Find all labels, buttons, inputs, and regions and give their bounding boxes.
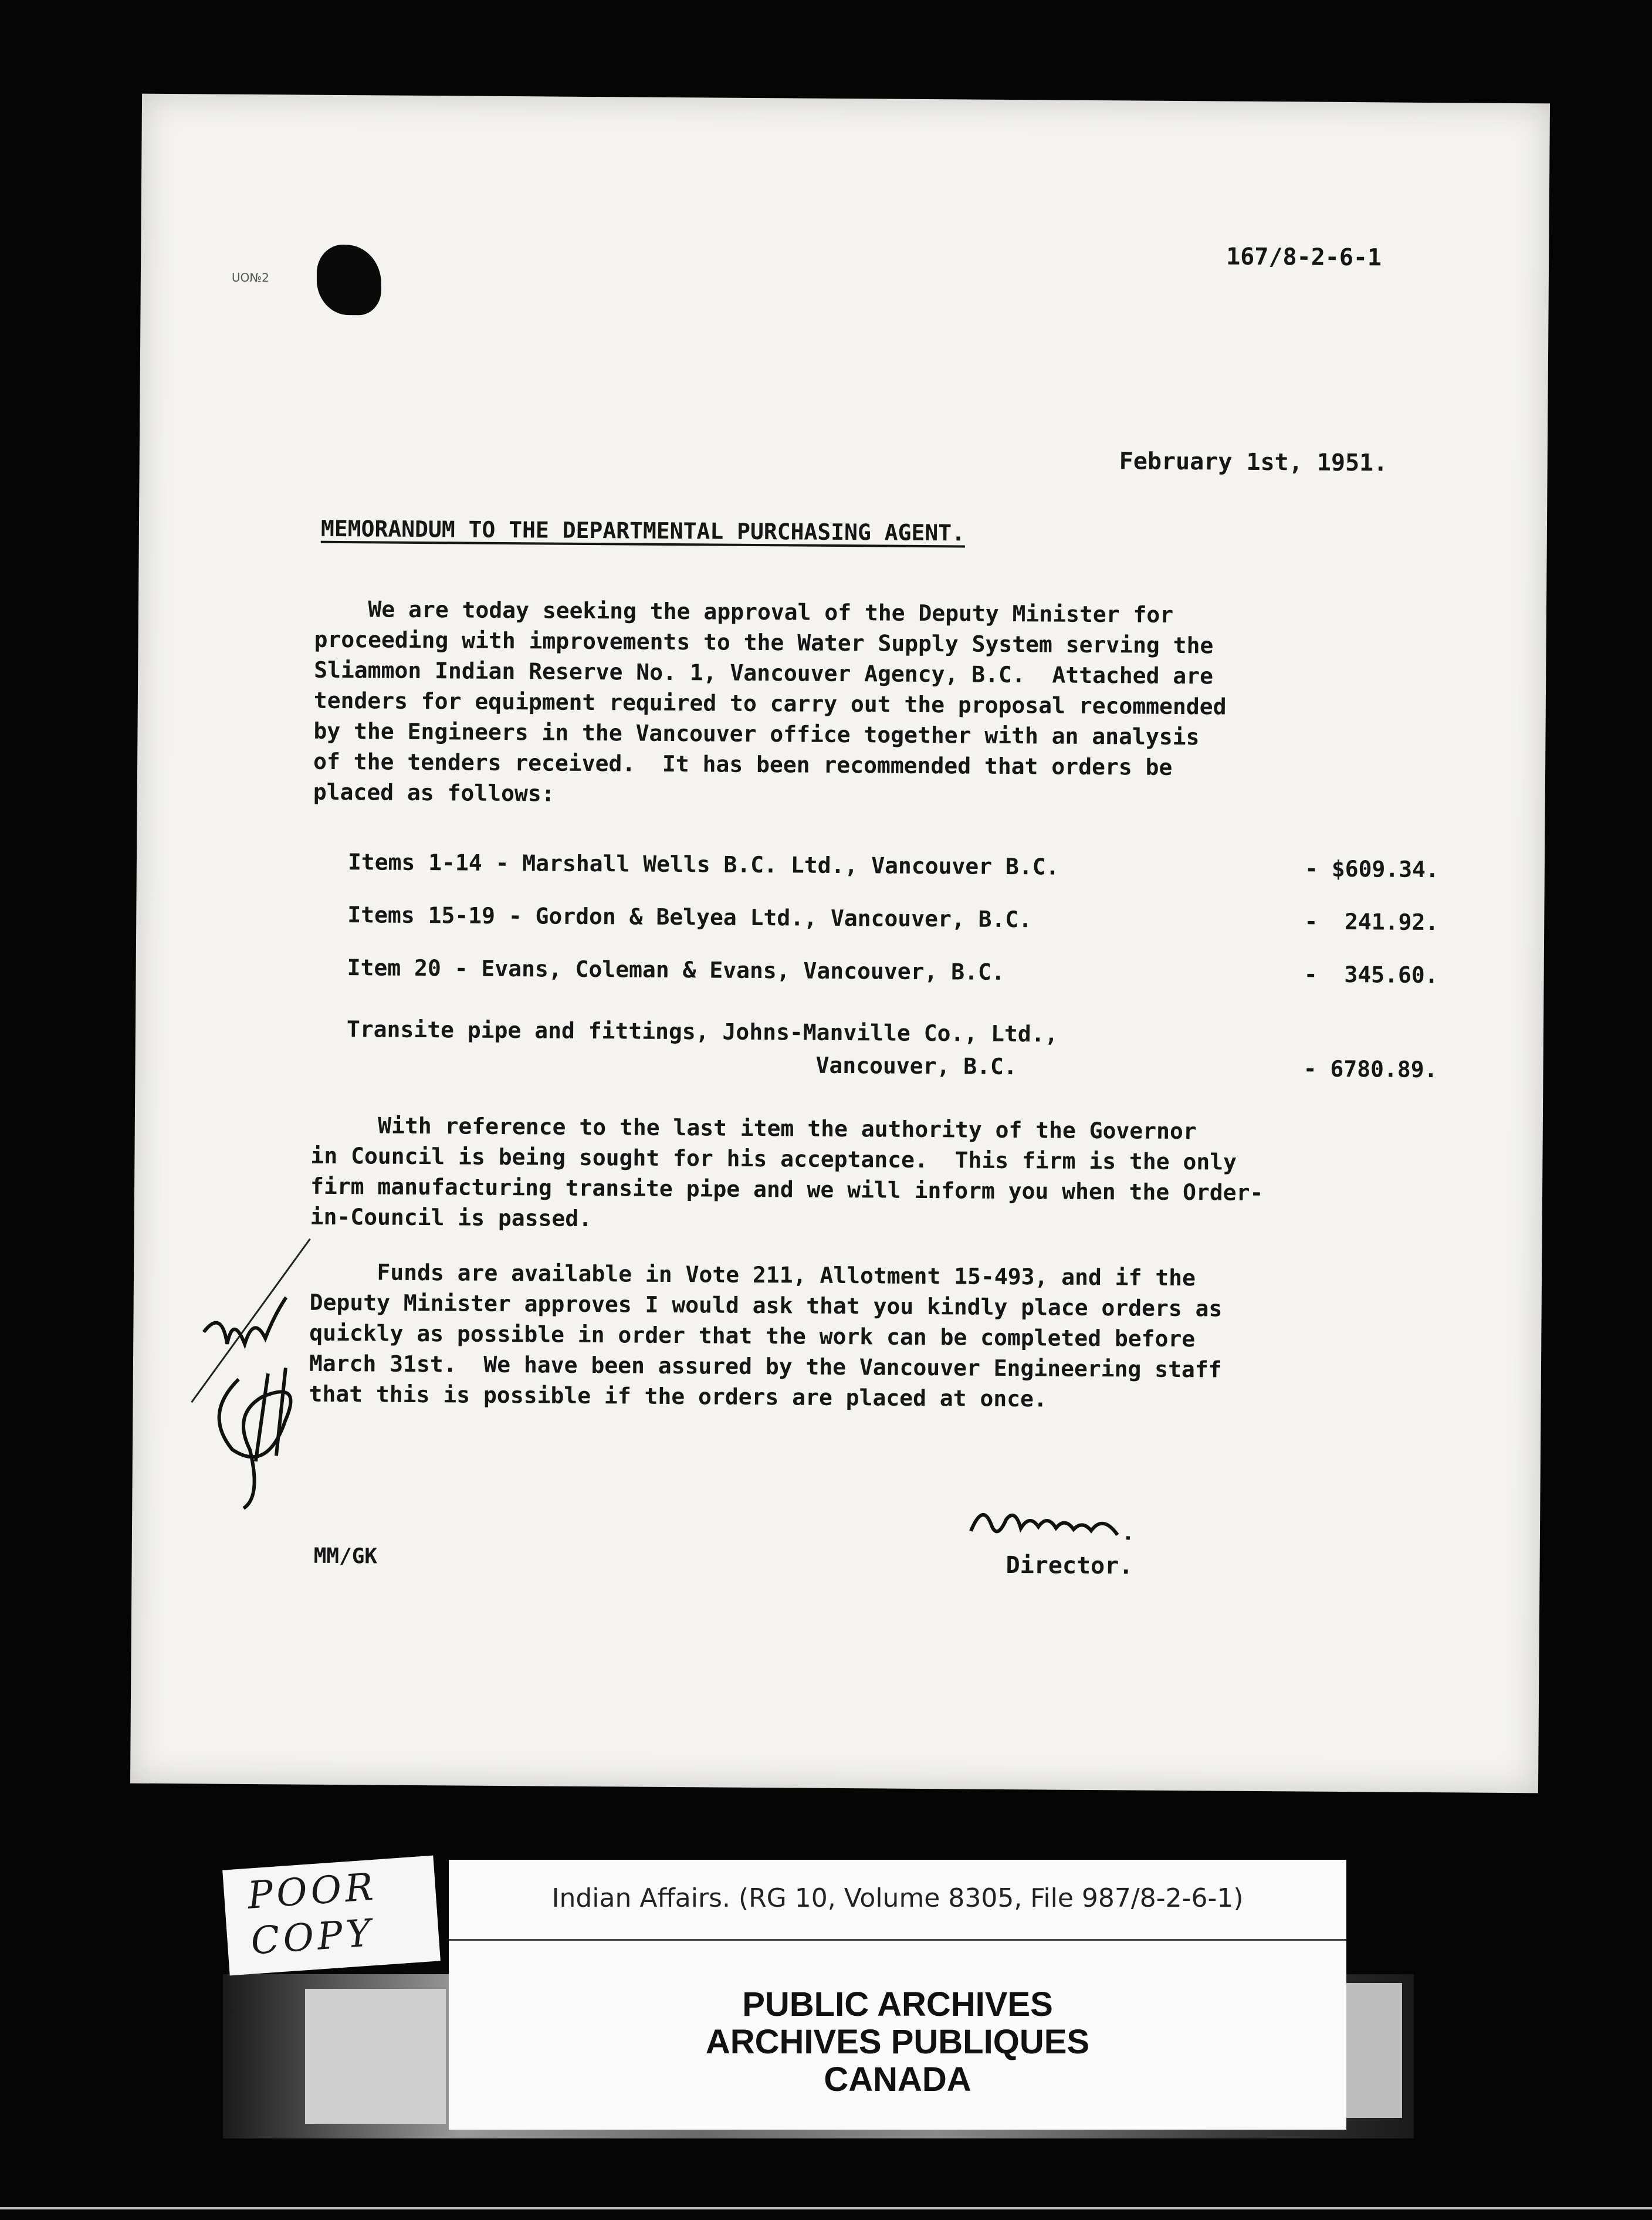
item-amount: - 6780.89. <box>1303 1055 1438 1083</box>
file-reference: 167/8-2-6-1 <box>1226 243 1382 272</box>
archive-reference: Indian Affairs. (RG 10, Volume 8305, File 987/8-2-6-1) <box>551 1883 1244 1913</box>
paragraph-governor <box>310 1110 1461 1240</box>
text-line: in Council is being sought for his acceptance. This firm is the only <box>310 1142 1237 1175</box>
order-item <box>347 849 1440 883</box>
text-line: March 31st. We have been assured by the Vancouver Engineering staff <box>309 1350 1222 1383</box>
stamp-mark: UO№2 <box>231 270 269 285</box>
text-line: placed as follows: <box>313 779 555 807</box>
memo-heading: MEMORANDUM TO THE DEPARTMENTAL PURCHASING AGENT. <box>320 515 966 546</box>
item-description: Item 20 - Evans, Coleman & Evans, Vancouver, B.C. <box>347 955 1005 985</box>
text-line: in-Council is passed. <box>310 1203 593 1232</box>
archive-country: CANADA <box>824 2060 971 2099</box>
memorandum-page <box>130 94 1550 1793</box>
archive-label <box>449 1860 1346 2130</box>
text-line: quickly as possible in order that the work can be completed before <box>309 1319 1196 1352</box>
frame-edge <box>0 2207 1652 2209</box>
poor-copy-note <box>222 1856 441 1976</box>
text-line: Sliammon Indian Reserve No. 1, Vancouver Agency, B.C. Attached are <box>314 656 1214 689</box>
item-description: Items 1-14 - Marshall Wells B.C. Ltd., Vancouver B.C. <box>347 849 1059 880</box>
item-location: Vancouver, B.C. <box>815 1052 1017 1080</box>
note-line: COPY <box>249 1911 376 1964</box>
text-line: We are today seeking the approval of the Deputy Minister for <box>314 595 1174 628</box>
item-amount: - 345.60. <box>1304 961 1438 989</box>
typist-initials: MM/GK <box>313 1544 378 1569</box>
order-item <box>347 955 1438 989</box>
director-signature <box>965 1490 1200 1551</box>
text-line: firm manufacturing transite pipe and we will inform you when the Order- <box>310 1173 1264 1206</box>
item-amount: - $609.34. <box>1304 855 1440 883</box>
signatory-title: Director. <box>1006 1551 1133 1580</box>
ink-blot <box>316 245 381 316</box>
text-line: by the Engineers in the Vancouver office together with an analysis <box>313 718 1200 750</box>
text-line: Deputy Minister approves I would ask that you kindly place orders as <box>309 1289 1223 1322</box>
text-line: Funds are available in Vote 211, Allotment 15-493, and if the <box>309 1258 1196 1291</box>
mount-tab-left <box>305 1989 446 2124</box>
item-description: Items 15-19 - Gordon & Belyea Ltd., Vancouver, B.C. <box>347 902 1032 933</box>
text-line: of the tenders received. It has been recommended that orders be <box>313 748 1173 780</box>
order-item <box>346 1016 1438 1083</box>
text-line: that this is possible if the orders are placed at once. <box>309 1380 1048 1412</box>
order-item <box>347 902 1439 936</box>
paragraph-funds <box>309 1257 1460 1417</box>
paragraph-intro <box>313 594 1464 815</box>
memo-date: February 1st, 1951. <box>1119 448 1388 477</box>
text-line: proceeding with improvements to the Water Supply System serving the <box>314 626 1214 659</box>
item-amount: - 241.92. <box>1304 908 1439 936</box>
archive-name-fr: ARCHIVES PUBLIQUES <box>705 2023 1090 2061</box>
text-line: With reference to the last item the authority of the Governor <box>310 1112 1197 1145</box>
label-divider <box>449 1939 1346 1941</box>
archive-name-en: PUBLIC ARCHIVES <box>742 1985 1053 2023</box>
item-description: Transite pipe and fittings, Johns-Manville Co., Ltd., <box>346 1016 1058 1047</box>
margin-initials <box>167 1226 345 1521</box>
text-line: tenders for equipment required to carry out the proposal recommended <box>313 687 1227 720</box>
note-line: POOR <box>246 1865 378 1918</box>
